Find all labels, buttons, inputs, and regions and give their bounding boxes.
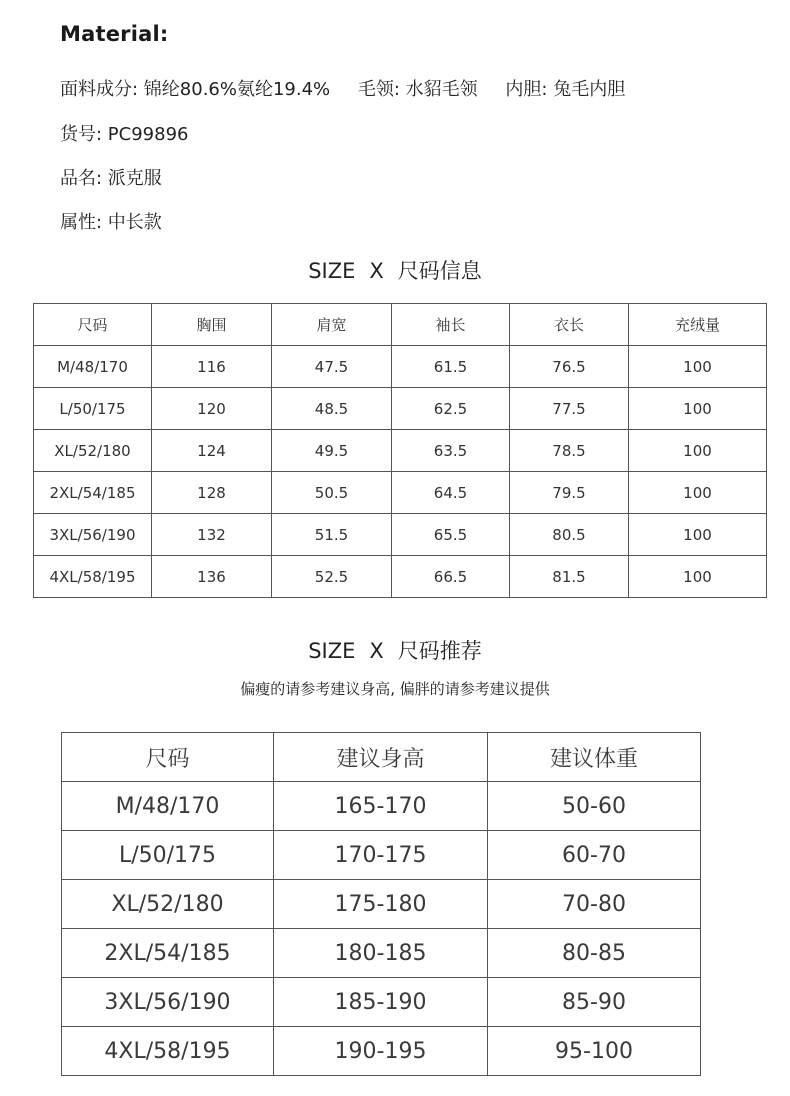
size-recommend-row <box>62 782 701 831</box>
size-recommend-subtitle: 偏瘦的请参考建议身高, 偏胖的请参考建议提供 <box>240 680 550 698</box>
size-recommend-cell: 4XL/58/195 <box>62 1027 274 1076</box>
size-info-header-cell: 袖长 <box>392 304 510 346</box>
size-recommend-cell: 70-80 <box>488 880 701 929</box>
size-info-header-cell: 充绒量 <box>629 304 767 346</box>
product-name: 品名: 派克服 <box>60 168 162 189</box>
size-info-cell: 77.5 <box>510 388 629 430</box>
size-recommend-cell: 170-175 <box>274 831 488 880</box>
size-info-cell: 124 <box>152 430 272 472</box>
size-info-cell: 62.5 <box>392 388 510 430</box>
size-recommend-table <box>61 732 701 1076</box>
size-info-table <box>33 303 767 598</box>
size-recommend-cell: XL/52/180 <box>62 880 274 929</box>
size-info-cell: 100 <box>629 556 767 598</box>
size-info-cell: M/48/170 <box>34 346 152 388</box>
size-recommend-header-cell: 建议身高 <box>274 733 488 782</box>
size-info-cell: 51.5 <box>272 514 392 556</box>
size-recommend-row <box>62 880 701 929</box>
size-recommend-cell: 2XL/54/185 <box>62 929 274 978</box>
size-info-cell: 66.5 <box>392 556 510 598</box>
size-info-header-cell: 尺码 <box>34 304 152 346</box>
size-recommend-title <box>0 635 790 665</box>
size-info-cell: 49.5 <box>272 430 392 472</box>
size-info-title-size: SIZE <box>308 259 356 283</box>
size-info-cell: 52.5 <box>272 556 392 598</box>
size-recommend-row <box>62 929 701 978</box>
size-info-cell: 116 <box>152 346 272 388</box>
lining-info: 内胆: 兔毛内胆 <box>505 79 626 100</box>
size-info-cell: 81.5 <box>510 556 629 598</box>
size-info-cell: 80.5 <box>510 514 629 556</box>
size-recommend-cell: 50-60 <box>488 782 701 831</box>
size-info-title-x: X <box>369 259 384 283</box>
size-info-cell: 48.5 <box>272 388 392 430</box>
size-info-cell: 132 <box>152 514 272 556</box>
size-info-cell: 78.5 <box>510 430 629 472</box>
size-info-row <box>34 430 767 472</box>
size-recommend-header-cell: 尺码 <box>62 733 274 782</box>
size-recommend-cell: 80-85 <box>488 929 701 978</box>
size-info-cell: 100 <box>629 346 767 388</box>
size-recommend-cell: 180-185 <box>274 929 488 978</box>
size-info-cell: 100 <box>629 430 767 472</box>
size-recommend-title-size: SIZE <box>308 639 356 663</box>
size-info-cell: 128 <box>152 472 272 514</box>
size-info-cell: 120 <box>152 388 272 430</box>
size-recommend-cell: 175-180 <box>274 880 488 929</box>
size-info-row <box>34 472 767 514</box>
size-recommend-cell: 190-195 <box>274 1027 488 1076</box>
size-recommend-title-x: X <box>369 639 384 663</box>
size-info-cell: 100 <box>629 472 767 514</box>
size-info-cell: 3XL/56/190 <box>34 514 152 556</box>
composition-line <box>60 75 647 101</box>
size-info-title <box>0 255 790 285</box>
size-info-row <box>34 388 767 430</box>
size-recommend-cell: 85-90 <box>488 978 701 1027</box>
product-attribute: 属性: 中长款 <box>60 212 162 233</box>
size-info-cell: XL/52/180 <box>34 430 152 472</box>
size-recommend-cell: L/50/175 <box>62 831 274 880</box>
size-recommend-header-row <box>62 733 701 782</box>
size-recommend-row <box>62 831 701 880</box>
item-number: 货号: PC99896 <box>60 124 189 145</box>
size-recommend-header-cell: 建议体重 <box>488 733 701 782</box>
size-info-row <box>34 346 767 388</box>
size-info-header-cell: 衣长 <box>510 304 629 346</box>
size-recommend-cell: 185-190 <box>274 978 488 1027</box>
size-info-cell: 64.5 <box>392 472 510 514</box>
size-info-cell: 61.5 <box>392 346 510 388</box>
size-info-cell: 136 <box>152 556 272 598</box>
size-recommend-cell: 3XL/56/190 <box>62 978 274 1027</box>
material-heading: Material: <box>60 22 169 46</box>
size-info-cell: 76.5 <box>510 346 629 388</box>
size-info-row <box>34 556 767 598</box>
size-recommend-cell: 95-100 <box>488 1027 701 1076</box>
size-info-header-cell: 肩宽 <box>272 304 392 346</box>
size-recommend-row <box>62 1027 701 1076</box>
size-info-cell: 100 <box>629 514 767 556</box>
collar-info: 毛领: 水貂毛领 <box>357 79 478 100</box>
size-info-cell: 65.5 <box>392 514 510 556</box>
size-info-cell: 2XL/54/185 <box>34 472 152 514</box>
size-info-cell: 100 <box>629 388 767 430</box>
size-recommend-cell: M/48/170 <box>62 782 274 831</box>
size-info-cell: 63.5 <box>392 430 510 472</box>
size-info-header-cell: 胸围 <box>152 304 272 346</box>
size-recommend-cell: 60-70 <box>488 831 701 880</box>
size-recommend-cell: 165-170 <box>274 782 488 831</box>
fabric-composition: 面料成分: 锦纶80.6%氨纶19.4% <box>60 79 331 100</box>
size-info-cell: 50.5 <box>272 472 392 514</box>
size-info-header-row <box>34 304 767 346</box>
size-info-cell: 79.5 <box>510 472 629 514</box>
size-info-cell: 4XL/58/195 <box>34 556 152 598</box>
size-info-title-text: 尺码信息 <box>397 259 482 283</box>
size-info-cell: L/50/175 <box>34 388 152 430</box>
size-info-row <box>34 514 767 556</box>
size-recommend-row <box>62 978 701 1027</box>
size-recommend-title-text: 尺码推荐 <box>397 639 482 663</box>
size-info-cell: 47.5 <box>272 346 392 388</box>
